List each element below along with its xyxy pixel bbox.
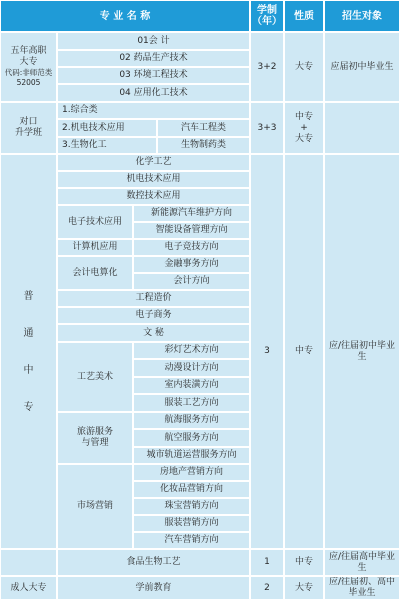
general-tourism-name	[57, 412, 133, 464]
general-title-char-2: 通	[23, 327, 34, 339]
duikou-title-cell	[0, 102, 57, 154]
general-marketing-dir-4: 服装营销方向	[133, 515, 250, 532]
five-year-nature: 大专	[284, 32, 324, 102]
general-title-char-4: 专	[23, 401, 34, 413]
general-target-line1: 应/往届初中毕业	[328, 340, 396, 351]
general-row-secretary: 文 秘	[57, 324, 250, 342]
duikou-nature-line1: 中专	[294, 111, 313, 122]
five-year-duration: 3+2	[250, 32, 284, 102]
food-nature: 中专	[284, 549, 324, 576]
general-arts-dir-4: 服装工艺方向	[133, 394, 250, 412]
five-year-title-cell	[0, 32, 57, 102]
general-arts-dir-2: 动漫设计方向	[133, 359, 250, 377]
duikou-item-3: 3.生物化工	[57, 137, 157, 154]
five-year-code-line1: 代码:非师范类	[4, 68, 53, 77]
five-year-major-4: 04 应用化工技术	[57, 84, 250, 102]
duikou-title-line1: 对口	[19, 117, 38, 127]
general-row-mech: 机电技术应用	[57, 171, 250, 188]
general-title-cell	[0, 154, 57, 549]
general-arts-dir-1: 彩灯艺术方向	[133, 342, 250, 359]
duikou-item-2-right: 汽车工程类	[157, 119, 250, 137]
five-year-title-line2: 大专	[19, 57, 38, 67]
five-year-title-line1: 五年高职	[10, 46, 47, 56]
duikou-duration: 3+3	[250, 102, 284, 154]
food-target	[324, 549, 400, 576]
duikou-target	[324, 102, 400, 154]
general-marketing-dir-3: 珠宝营销方向	[133, 498, 250, 515]
five-year-target: 应届初中毕业生	[324, 32, 400, 102]
general-electronics-dir-1: 新能源汽车维护方向	[133, 205, 250, 222]
general-accounting-dir-2: 会计方向	[133, 273, 250, 290]
general-marketing-dir-1: 房地产营销方向	[133, 464, 250, 481]
general-target-line2: 生	[357, 351, 367, 362]
general-tourism-dir-2: 航空服务方向	[133, 429, 250, 447]
general-nature: 中专	[284, 154, 324, 549]
header-duration-line1: 学制	[257, 5, 277, 16]
duikou-title-line2: 升学班	[14, 128, 42, 138]
food-title-cell	[0, 549, 57, 576]
food-target-line2: 生	[357, 562, 367, 573]
duikou-item-2: 2.机电技术应用	[57, 119, 157, 137]
general-marketing-dir-5: 汽车营销方向	[133, 532, 250, 549]
five-year-code-line2: 52005	[16, 78, 41, 87]
duikou-item-1: 1.综合类	[57, 102, 250, 119]
adult-target-line1: 应/往届初、高中	[328, 577, 396, 587]
header-nature: 性质	[284, 0, 324, 32]
adult-target	[324, 576, 400, 600]
general-marketing-dir-2: 化妆品营销方向	[133, 481, 250, 498]
general-tourism-dir-3: 城市轨道运营服务方向	[133, 447, 250, 464]
general-accounting-dir-1: 金融事务方向	[133, 256, 250, 273]
header-target: 招生对象	[324, 0, 400, 32]
header-major: 专 业 名 称	[0, 0, 250, 32]
general-duration: 3	[250, 154, 284, 549]
adult-nature: 大专	[284, 576, 324, 600]
general-electronics-name: 电子技术应用	[57, 205, 133, 239]
general-title-char-1: 普	[23, 290, 34, 302]
general-tourism-dir-1: 航海服务方向	[133, 412, 250, 429]
duikou-item-3-right: 生物制药类	[157, 137, 250, 154]
food-name: 食品生物工艺	[57, 549, 250, 576]
general-row-chem: 化学工艺	[57, 154, 250, 171]
general-row-cost: 工程造价	[57, 290, 250, 307]
general-tourism-name-line1: 旅游服务	[76, 427, 113, 437]
five-year-major-3: 03 环境工程技术	[57, 67, 250, 84]
general-title-char-3: 中	[23, 364, 34, 376]
general-computer-name: 计算机应用	[57, 239, 133, 256]
food-duration: 1	[250, 549, 284, 576]
duikou-nature-line3: 大专	[294, 133, 313, 144]
duikou-nature	[284, 102, 324, 154]
general-tourism-name-line2: 与管理	[81, 438, 109, 448]
general-arts-dir-3: 室内装潢方向	[133, 377, 250, 394]
general-marketing-name: 市场营销	[57, 464, 133, 549]
adult-title: 成人大专	[0, 576, 57, 600]
general-accounting-name: 会计电算化	[57, 256, 133, 290]
header-duration	[250, 0, 284, 32]
general-arts-name: 工艺美术	[57, 342, 133, 412]
food-target-line1: 应/往届高中毕业	[328, 551, 396, 562]
adult-duration: 2	[250, 576, 284, 600]
adult-target-line2: 毕业生	[348, 588, 376, 598]
five-year-major-1: 01会 计	[57, 32, 250, 50]
header-duration-line2: （年）	[252, 16, 282, 27]
general-row-cnc: 数控技术应用	[57, 188, 250, 205]
general-electronics-dir-2: 智能设备管理方向	[133, 222, 250, 239]
general-row-ecommerce: 电子商务	[57, 307, 250, 324]
duikou-nature-line2: +	[300, 122, 308, 133]
five-year-major-2: 02 药品生产技术	[57, 50, 250, 67]
general-target	[324, 154, 400, 549]
adult-name: 学前教育	[57, 576, 250, 600]
general-computer-dir-1: 电子竞技方向	[133, 239, 250, 256]
